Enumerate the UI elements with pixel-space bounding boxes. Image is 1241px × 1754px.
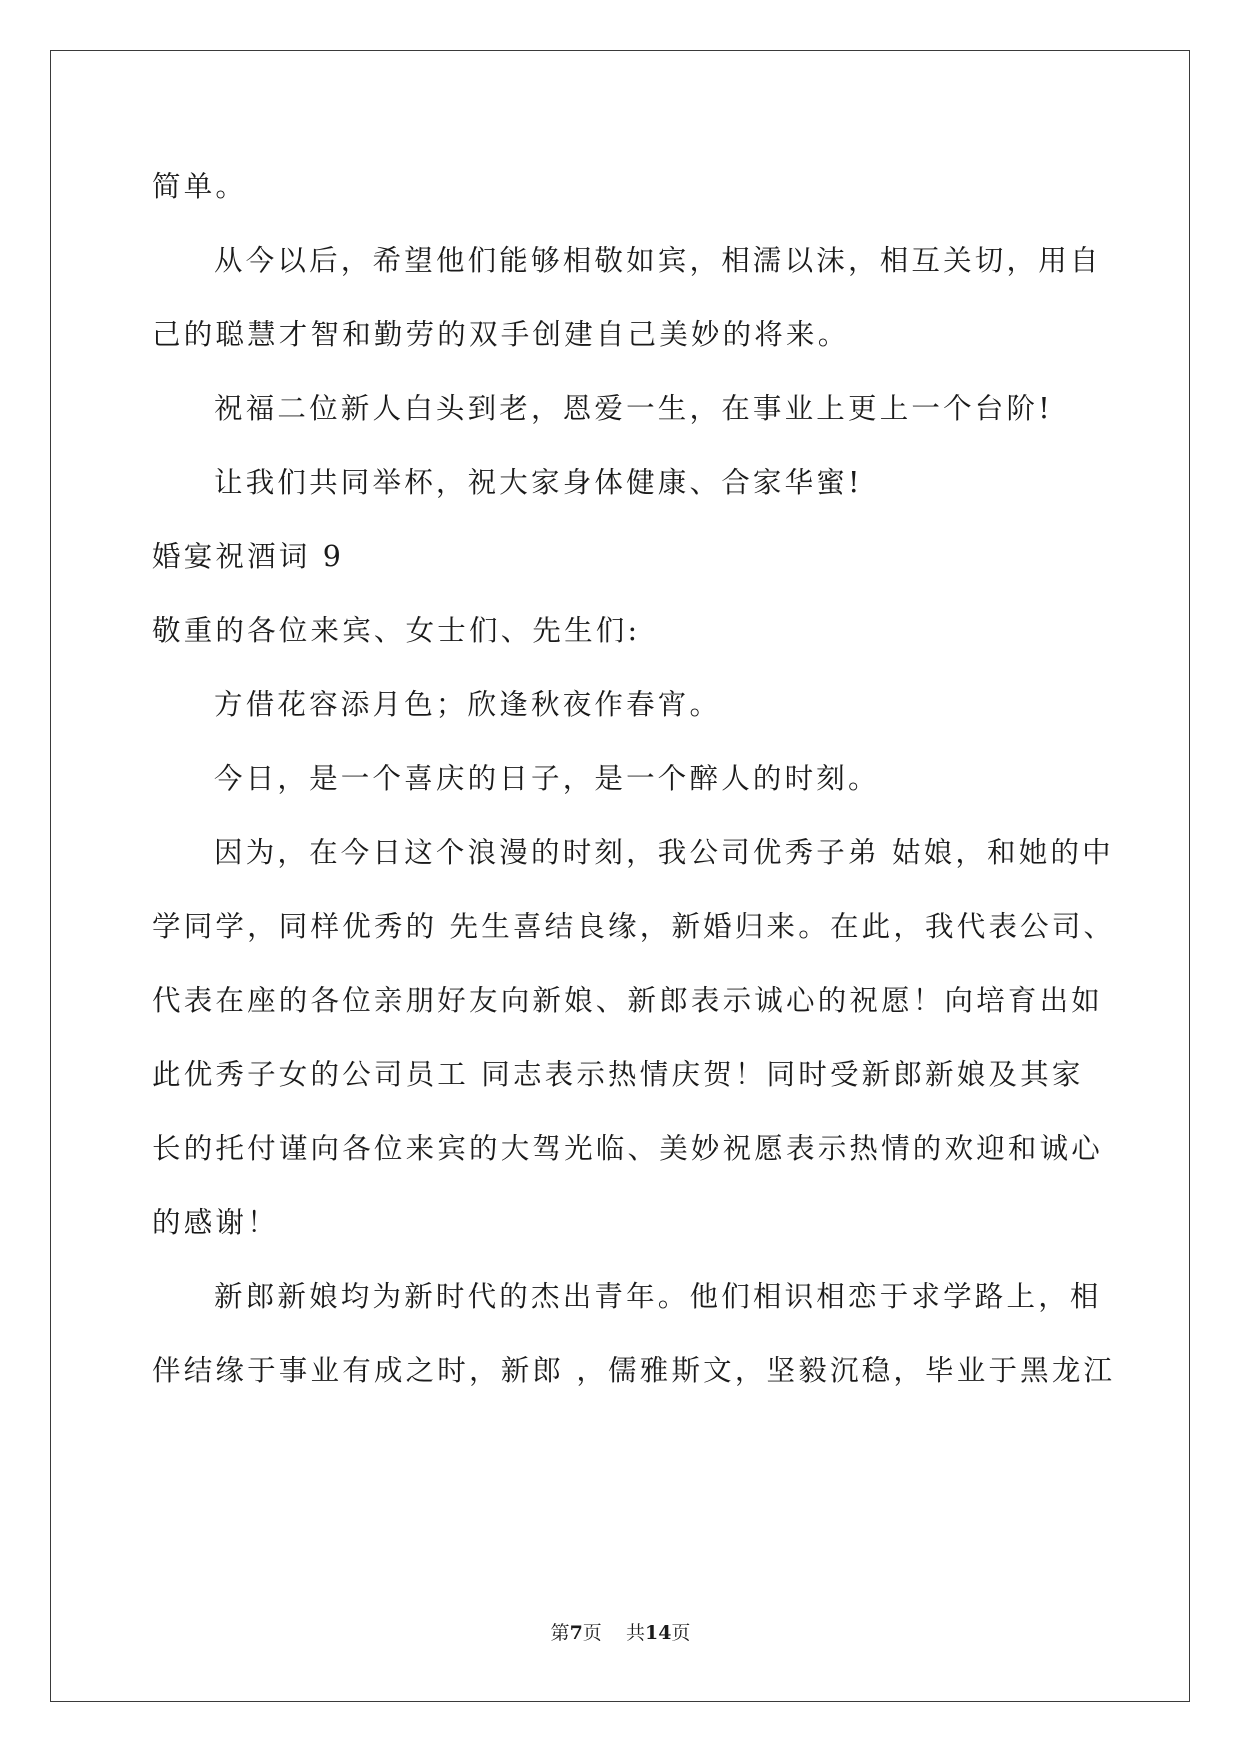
footer-prefix: 第 [550,1622,570,1644]
text-line: 学同学，同样优秀的 先生喜结良缘，新婚归来。在此，我代表公司、 [152,910,1116,943]
text-line: 己的聪慧才智和勤劳的双手创建自己美妙的将来。 [152,318,850,351]
salutation: 敬重的各位来宾、女士们、先生们: [152,614,641,647]
text-line: 长的托付谨向各位来宾的大驾光临、美妙祝愿表示热情的欢迎和诚心 [152,1132,1104,1165]
page-frame [50,50,1190,1702]
text-line: 伴结缘于事业有成之时，新郎 ，儒雅斯文，坚毅沉稳，毕业于黑龙江 [152,1354,1116,1387]
text-line: 因为，在今日这个浪漫的时刻，我公司优秀子弟 姑娘，和她的中 [214,836,1114,869]
footer-middle: 页 共 [582,1622,645,1644]
current-page-number: 7 [569,1622,583,1644]
total-pages-number: 14 [644,1622,672,1644]
text-line: 祝福二位新人白头到老，恩爱一生，在事业上更上一个台阶! [214,392,1053,425]
page-footer [0,1621,1241,1645]
text-line: 新郎新娘均为新时代的杰出青年。他们相识相恋于求学路上，相 [214,1280,1102,1313]
text-line: 今日，是一个喜庆的日子，是一个醉人的时刻。 [214,762,880,795]
text-line: 简单。 [152,170,248,203]
text-line: 代表在座的各位亲朋好友向新娘、新郎表示诚心的祝愿！向培育出如 [152,984,1104,1017]
text-line: 方借花容添月色；欣逢秋夜作春宵。 [214,688,722,721]
text-line: 从今以后，希望他们能够相敬如宾，相濡以沫，相互关切，用自 [214,244,1102,277]
footer-suffix: 页 [671,1622,691,1644]
text-line: 此优秀子女的公司员工 同志表示热情庆贺！同时受新郎新娘及其家 [152,1058,1084,1091]
text-line: 的感谢！ [152,1206,279,1239]
section-heading: 婚宴祝酒词 9 [152,540,345,573]
text-line: 让我们共同举杯，祝大家身体健康、合家华蜜! [214,466,863,499]
